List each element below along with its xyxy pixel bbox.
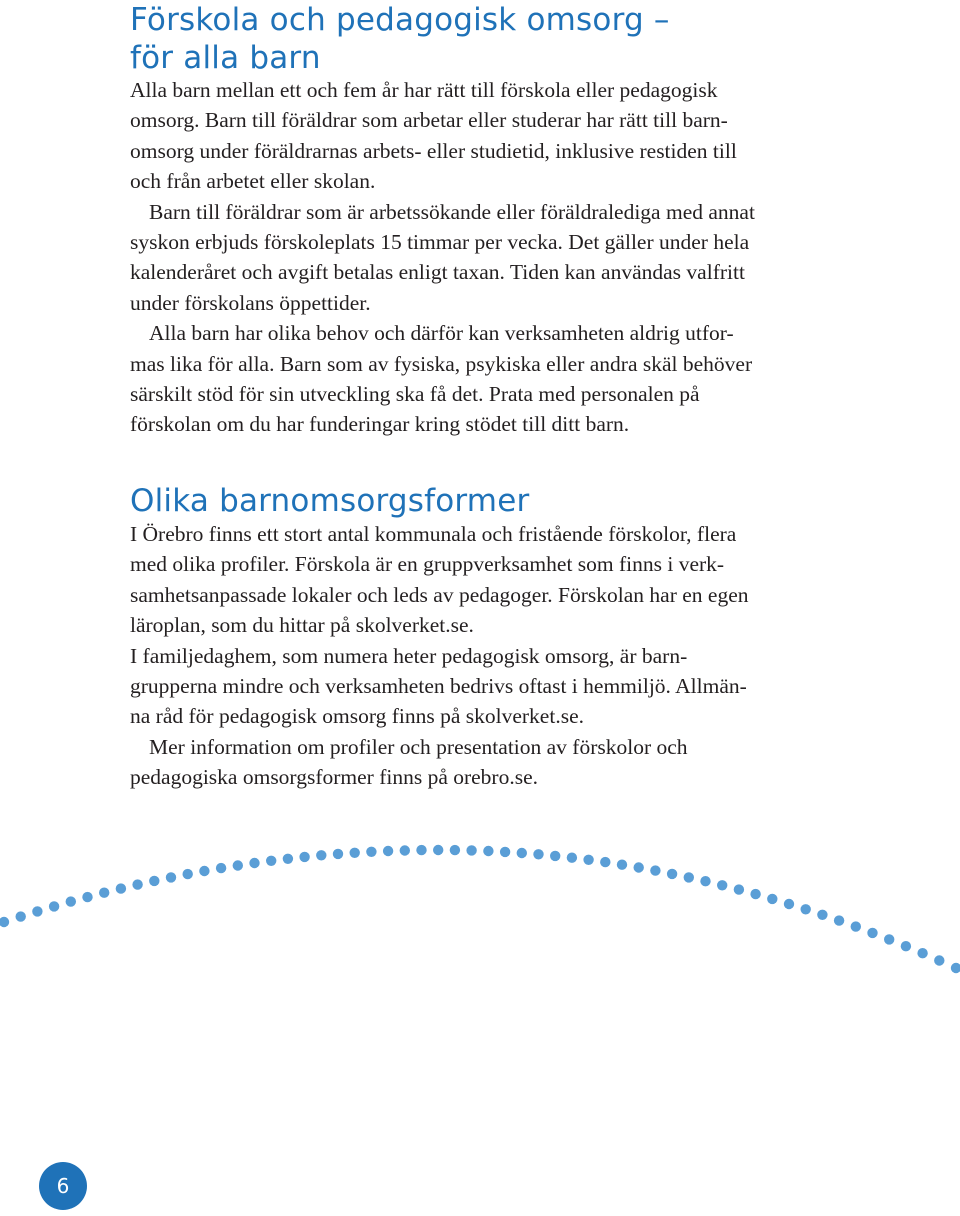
- decorative-dot: [483, 846, 493, 856]
- heading-line: Förskola och pedagogisk omsorg –: [130, 2, 670, 38]
- text-line: na råd för pedagogisk omsorg finns på skolverket.se.: [130, 704, 584, 729]
- decorative-dot: [951, 963, 960, 973]
- paragraph: [130, 641, 830, 732]
- decorative-dot: [667, 869, 677, 879]
- text-line: under förskolans öppettider.: [130, 290, 371, 315]
- decorative-dot: [533, 849, 543, 859]
- text-line: och från arbetet eller skolan.: [130, 169, 376, 194]
- text-line: särskilt stöd för sin utveckling ska få det. Prata med personalen på: [130, 382, 700, 407]
- text-line: med olika profiler. Förskola är en gruppverksamhet som finns i verk-: [130, 552, 725, 577]
- decorative-dot: [400, 845, 410, 855]
- decorative-dot: [99, 888, 109, 898]
- decorative-dot: [199, 866, 209, 876]
- decorative-dot: [750, 889, 760, 899]
- text-line: omsorg. Barn till föräldrar som arbetar eller studerar har rätt till barn-: [130, 108, 728, 133]
- decorative-dot: [901, 941, 911, 951]
- decorative-dot: [734, 884, 744, 894]
- decorative-dot: [149, 876, 159, 886]
- decorative-dot: [884, 934, 894, 944]
- decorative-dot: [166, 872, 176, 882]
- decorative-dot: [82, 892, 92, 902]
- decorative-dot: [266, 856, 276, 866]
- decorative-dot: [416, 845, 426, 855]
- section-body-barnomsorgsformer: [130, 519, 830, 793]
- decorative-dot: [32, 906, 42, 916]
- text-line: förskolan om du har funderingar kring stödet till ditt barn.: [130, 412, 630, 437]
- decorative-dot: [617, 860, 627, 870]
- decorative-dot: [333, 849, 343, 859]
- decorative-dot: [366, 847, 376, 857]
- page-number: 6: [56, 1174, 70, 1198]
- text-line: pedagogiska omsorgsformer finns på orebro.se.: [130, 765, 539, 790]
- text-line: Alla barn har olika behov och därför kan verksamheten aldrig utfor-: [149, 321, 734, 346]
- section-body-forskola: [130, 75, 830, 440]
- decorative-dot: [500, 847, 510, 857]
- decorative-dot: [66, 896, 76, 906]
- decorative-dot: [350, 848, 360, 858]
- page-number-badge: [39, 1162, 87, 1210]
- decorative-dot: [934, 955, 944, 965]
- text-line: I Örebro finns ett stort antal kommunala och fristående förskolor, flera: [130, 522, 737, 546]
- decorative-dot: [784, 899, 794, 909]
- decorative-dot: [650, 865, 660, 875]
- text-line: Mer information om profiler och presentation av förskolor och: [149, 734, 688, 759]
- decorative-dot: [216, 863, 226, 873]
- section-heading-forskola: [130, 1, 670, 77]
- heading-line: för alla barn: [130, 40, 321, 76]
- decorative-dot: [450, 845, 460, 855]
- text-line: omsorg under föräldrarnas arbets- eller studietid, inklusive restiden till: [130, 138, 737, 163]
- decorative-dot: [466, 845, 476, 855]
- decorative-dot: [583, 855, 593, 865]
- decorative-dot: [567, 853, 577, 863]
- decorative-dot: [517, 848, 527, 858]
- text-line: mas lika för alla. Barn som av fysiska, psykiska eller andra skäl behöver: [130, 351, 753, 376]
- decorative-dot: [917, 948, 927, 958]
- text-line: Barn till föräldrar som är arbetssökande eller föräldralediga med annat: [149, 199, 755, 224]
- decorative-dot: [233, 860, 243, 870]
- decorative-dot: [767, 894, 777, 904]
- decorative-dot: [132, 879, 142, 889]
- decorative-dot: [717, 880, 727, 890]
- decorative-dot: [383, 846, 393, 856]
- decorative-dot: [316, 850, 326, 860]
- decorative-dot: [634, 862, 644, 872]
- text-line: kalenderåret och avgift betalas enligt taxan. Tiden kan användas valfritt: [130, 260, 745, 285]
- paragraph: [130, 732, 830, 793]
- decorative-dot: [16, 911, 26, 921]
- decorative-dot: [433, 845, 443, 855]
- decorative-dot: [867, 928, 877, 938]
- decorative-dot: [700, 876, 710, 886]
- text-line: syskon erbjuds förskoleplats 15 timmar per vecka. Det gäller under hela: [130, 230, 750, 255]
- text-line: I familjedaghem, som numera heter pedagogisk omsorg, är barn-: [130, 643, 688, 668]
- text-line: Alla barn mellan ett och fem år har rätt till förskola eller pedagogisk: [130, 78, 718, 102]
- decorative-dot: [116, 883, 126, 893]
- heading-line: Olika barnomsorgsformer: [130, 483, 530, 519]
- decorative-dot: [299, 852, 309, 862]
- decorative-dot: [183, 869, 193, 879]
- text-line: samhetsanpassade lokaler och leds av pedagoger. Förskolan har en egen: [130, 582, 749, 607]
- decorative-dot: [283, 854, 293, 864]
- decorative-dot: [600, 857, 610, 867]
- paragraph: [130, 75, 830, 197]
- text-line: läroplan, som du hittar på skolverket.se.: [130, 613, 474, 638]
- paragraph: [130, 197, 830, 319]
- decorative-dot: [684, 872, 694, 882]
- paragraph: [130, 519, 830, 641]
- text-line: grupperna mindre och verksamheten bedrivs oftast i hemmiljö. Allmän-: [130, 674, 747, 699]
- decorative-dot: [249, 858, 259, 868]
- decorative-dot: [834, 915, 844, 925]
- decorative-dot: [851, 921, 861, 931]
- decorative-dot: [49, 901, 59, 911]
- decorative-dot: [550, 851, 560, 861]
- decorative-dotted-arc: [0, 830, 960, 990]
- section-heading-barnomsorgsformer: [130, 482, 529, 520]
- decorative-dot: [0, 917, 9, 927]
- decorative-dot: [817, 910, 827, 920]
- decorative-dot: [801, 904, 811, 914]
- paragraph: [130, 318, 830, 440]
